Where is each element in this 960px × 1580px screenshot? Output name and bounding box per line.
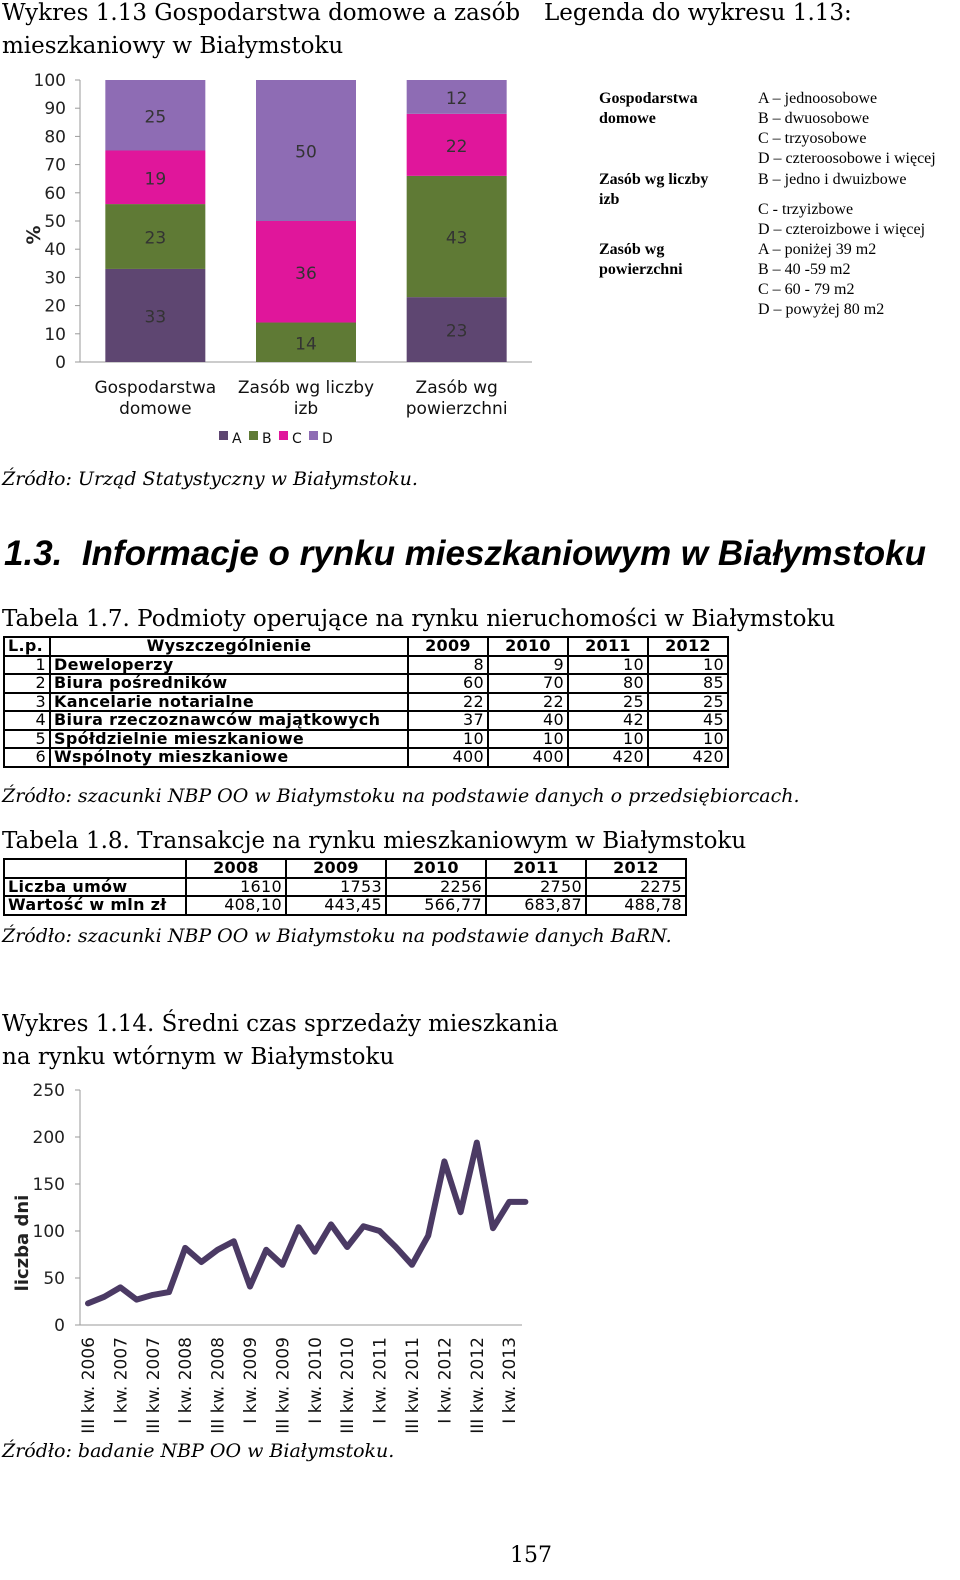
cell-value: 1610: [186, 878, 286, 897]
table-header-row: [4, 637, 728, 656]
cell-lp: 4: [4, 711, 50, 730]
legend-item: C – 60 - 79 m2: [758, 281, 855, 298]
x-tick-label: I kw. 2009: [241, 1337, 261, 1424]
category-label: domowe: [119, 399, 192, 419]
cell-value: 420: [648, 748, 728, 767]
legend-label: D: [322, 431, 333, 447]
y-axis-title: liczba dni: [12, 1194, 33, 1292]
x-tick-label: III kw. 2007: [143, 1337, 164, 1434]
y-tick-label: 60: [44, 183, 66, 204]
column-header: 2010: [386, 859, 486, 878]
x-tick-label: III kw. 2010: [338, 1337, 359, 1434]
data-label: 22: [445, 136, 468, 157]
table-row: [4, 878, 686, 897]
cell-value: 10: [488, 730, 568, 749]
page-number: 157: [510, 1543, 552, 1568]
legend-label: A: [232, 431, 242, 447]
series-line: [88, 1143, 525, 1304]
x-tick-label: III kw. 2008: [208, 1337, 229, 1434]
figure2-title-line2: na rynku wtórnym w Białymstoku: [2, 1044, 395, 1070]
table-row: [4, 674, 728, 693]
cell-value: 443,45: [286, 896, 386, 915]
cell-value: 10: [648, 656, 728, 675]
column-header: 2009: [286, 859, 386, 878]
x-tick-label: III kw. 2011: [403, 1337, 423, 1434]
cell-label: Liczba umów: [4, 878, 186, 897]
cell-value: 9: [488, 656, 568, 675]
y-tick-label: 100: [33, 71, 66, 91]
data-label: 25: [144, 107, 167, 128]
legend-item: B – jedno i dwuizbowe: [758, 171, 907, 188]
legend-item: D – czteroizbowe i więcej: [758, 221, 926, 238]
cell-label: Spółdzielnie mieszkaniowe: [50, 730, 408, 749]
y-tick-label: 150: [32, 1175, 65, 1195]
category-label: Zasób wg: [415, 378, 498, 398]
category-label: Gospodarstwa: [94, 378, 217, 398]
table1-title: Tabela 1.7. Podmioty operujące na rynku nieruchomości w Białymstoku: [2, 606, 836, 632]
x-tick-label: I kw. 2007: [111, 1337, 132, 1424]
cell-value: 85: [648, 674, 728, 693]
legend-group-households: [599, 89, 698, 129]
figure1-title-line2: mieszkaniowy w Białymstoku: [2, 33, 344, 59]
x-tick-label: I kw. 2012: [435, 1337, 456, 1424]
legend-group-rooms: [599, 170, 708, 210]
cell-value: 40: [488, 711, 568, 730]
table-transactions: [3, 858, 687, 916]
cell-value: 566,77: [386, 896, 486, 915]
table-row: [4, 896, 686, 915]
data-label: 33: [144, 307, 167, 328]
x-tick-label: I kw. 2011: [370, 1337, 391, 1424]
legend-group-label: izb: [599, 191, 620, 208]
data-label: 19: [144, 169, 167, 190]
column-header: L.p.: [4, 637, 50, 656]
column-header: 2012: [648, 637, 728, 656]
legend-item: C - trzyizbowe: [758, 201, 854, 218]
section-heading: 1.3. Informacje o rynku mieszkaniowym w Białymstoku: [4, 534, 926, 573]
cell-value: 420: [568, 748, 648, 767]
y-tick-label: 40: [44, 240, 66, 261]
legend-group-label: powierzchni: [599, 261, 683, 278]
cell-lp: 2: [4, 674, 50, 693]
y-tick-label: 0: [55, 353, 66, 373]
table1-source: Źródło: szacunki NBP OO w Białymstoku na podstawie danych o przedsiębiorcach.: [2, 785, 800, 807]
cell-value: 400: [408, 748, 488, 767]
category-label: izb: [293, 399, 319, 419]
cell-value: 25: [648, 693, 728, 712]
figure1-title-line1: Wykres 1.13 Gospodarstwa domowe a zasób: [2, 0, 521, 26]
data-label: 43: [445, 228, 468, 249]
figure1-source: Źródło: Urząd Statystyczny w Białymstoku.: [2, 468, 418, 490]
data-label: 23: [445, 321, 468, 342]
cell-label: Wartość w mln zł: [4, 896, 186, 915]
figure2-title-line1: Wykres 1.14. Średni czas sprzedaży mieszkania: [2, 1011, 559, 1037]
y-tick-label: 50: [44, 212, 66, 232]
cell-value: 22: [408, 693, 488, 712]
table-entities: [3, 636, 729, 768]
cell-value: 60: [408, 674, 488, 693]
table-row: [4, 656, 728, 675]
category-label: Zasób wg liczby: [237, 378, 375, 398]
cell-value: 25: [568, 693, 648, 712]
data-label: 50: [295, 142, 317, 163]
cell-value: 10: [568, 656, 648, 675]
cell-value: 2750: [486, 878, 586, 897]
legend-title: Legenda do wykresu 1.13:: [544, 0, 852, 26]
legend-item: B – dwuosobowe: [758, 110, 870, 127]
cell-value: 408,10: [186, 896, 286, 915]
y-tick-label: 100: [32, 1222, 65, 1242]
x-tick-label: I kw. 2013: [500, 1337, 521, 1424]
legend-swatch-a: [219, 431, 228, 440]
legend-group-label: Gospodarstwa: [599, 90, 698, 107]
table-row: [4, 748, 728, 767]
legend-item: D – powyżej 80 m2: [758, 301, 885, 318]
cell-lp: 5: [4, 730, 50, 749]
cell-value: 10: [648, 730, 728, 749]
figure2-title: [2, 1008, 558, 1074]
figure2-source: Źródło: badanie NBP OO w Białymstoku.: [2, 1440, 395, 1462]
cell-label: Biura pośredników: [50, 674, 408, 693]
x-tick-label: III kw. 2012: [467, 1337, 488, 1434]
cell-value: 488,78: [586, 896, 686, 915]
x-tick-label: III kw. 2006: [79, 1337, 99, 1434]
line-chart: [0, 1075, 540, 1445]
category-label: powierzchni: [405, 399, 508, 419]
legend-panel: [0, 0, 960, 330]
legend-item: A – jednoosobowe: [758, 90, 878, 107]
column-header: 2010: [488, 637, 568, 656]
legend-item: B – 40 -59 m2: [758, 261, 851, 278]
x-tick-label: III kw. 2009: [273, 1337, 294, 1434]
cell-value: 22: [488, 693, 568, 712]
y-tick-label: 0: [54, 1316, 65, 1336]
column-header: [4, 859, 186, 878]
cell-value: 1753: [286, 878, 386, 897]
y-tick-label: 70: [44, 155, 66, 176]
legend-group-label: Zasób wg liczby: [599, 171, 709, 188]
data-label: 12: [445, 88, 468, 109]
cell-value: 42: [568, 711, 648, 730]
column-header: Wyszczególnienie: [50, 637, 408, 656]
cell-value: 400: [488, 748, 568, 767]
cell-label: Deweloperzy: [50, 656, 408, 675]
column-header: 2011: [486, 859, 586, 878]
cell-value: 45: [648, 711, 728, 730]
y-tick-label: 20: [44, 296, 66, 317]
cell-label: Wspólnoty mieszkaniowe: [50, 748, 408, 767]
cell-lp: 1: [4, 656, 50, 675]
table2-title: Tabela 1.8. Transakcje na rynku mieszkaniowym w Białymstoku: [2, 828, 747, 854]
table2-source: Źródło: szacunki NBP OO w Białymstoku na podstawie danych BaRN.: [2, 925, 672, 947]
x-tick-label: I kw. 2008: [176, 1337, 197, 1424]
legend-item: D – czteroosobowe i więcej: [758, 150, 936, 167]
legend-swatch-b: [249, 431, 258, 440]
y-tick-label: 250: [32, 1081, 65, 1101]
legend-swatch-c: [279, 431, 288, 440]
x-tick-label: I kw. 2010: [305, 1337, 326, 1424]
legend-label: C: [292, 431, 302, 447]
legend-group-area: [599, 240, 683, 280]
legend-label: B: [262, 431, 272, 447]
column-header: 2012: [586, 859, 686, 878]
cell-value: 8: [408, 656, 488, 675]
table-row: [4, 730, 728, 749]
y-tick-label: 30: [44, 268, 66, 289]
cell-value: 80: [568, 674, 648, 693]
legend-item: C – trzyosobowe: [758, 130, 867, 147]
legend-item: A – poniżej 39 m2: [758, 241, 877, 258]
legend-group-label: domowe: [599, 110, 656, 127]
legend-group-label: Zasób wg: [599, 241, 665, 258]
cell-value: 2275: [586, 878, 686, 897]
y-tick-label: 80: [44, 127, 66, 148]
cell-value: 37: [408, 711, 488, 730]
cell-label: Kancelarie notarialne: [50, 693, 408, 712]
y-tick-label: 50: [43, 1269, 65, 1289]
column-header: 2009: [408, 637, 488, 656]
cell-value: 10: [408, 730, 488, 749]
y-tick-label: 90: [44, 99, 66, 120]
table-row: [4, 693, 728, 712]
data-label: 14: [295, 334, 317, 355]
cell-value: 2256: [386, 878, 486, 897]
table-row: [4, 711, 728, 730]
y-axis-title: %: [23, 225, 45, 245]
y-tick-label: 10: [44, 324, 66, 345]
cell-value: 683,87: [486, 896, 586, 915]
cell-value: 10: [568, 730, 648, 749]
y-tick-label: 200: [32, 1128, 65, 1148]
legend-swatch-d: [309, 431, 318, 440]
data-label: 23: [144, 228, 167, 249]
column-header: 2008: [186, 859, 286, 878]
table-header-row: [4, 859, 686, 878]
cell-lp: 6: [4, 748, 50, 767]
data-label: 36: [295, 263, 317, 284]
cell-value: 70: [488, 674, 568, 693]
cell-lp: 3: [4, 693, 50, 712]
column-header: 2011: [568, 637, 648, 656]
cell-label: Biura rzeczoznawców majątkowych: [50, 711, 408, 730]
